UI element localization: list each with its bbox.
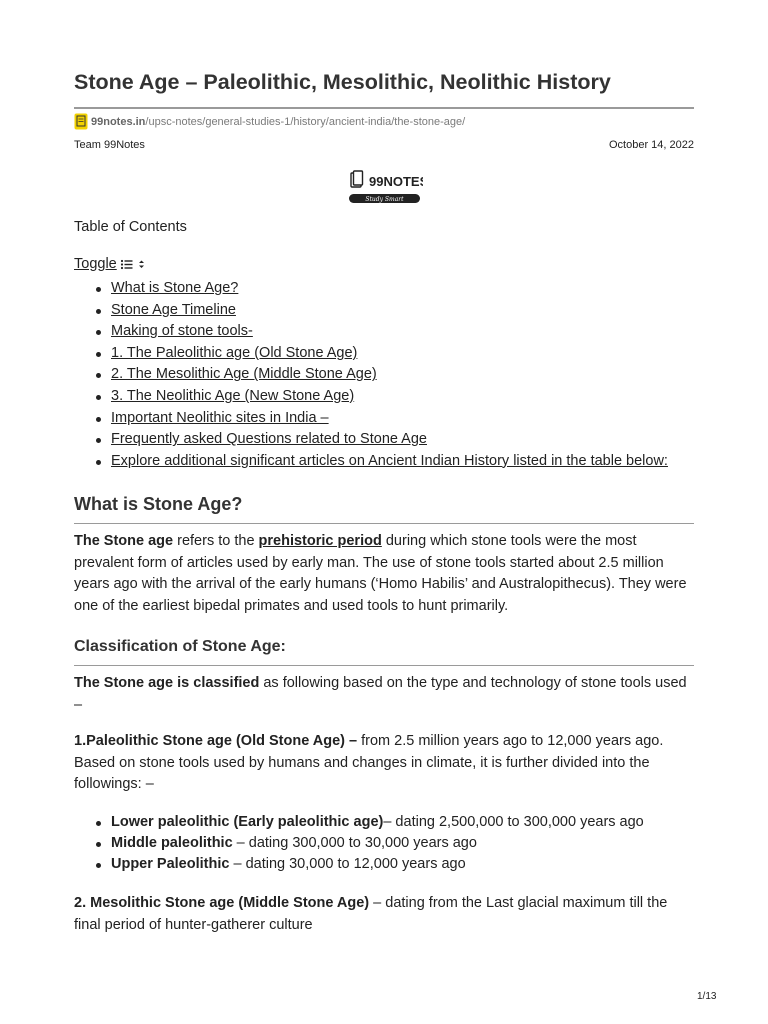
publish-date: October 14, 2022 bbox=[608, 139, 694, 151]
list-item: Upper Paleolithic – dating 30,000 to 12,000 years ago bbox=[74, 854, 644, 875]
page-title: Stone Age – Paleolithic, Mesolithic, Neolithic History bbox=[74, 70, 611, 94]
toc-link[interactable]: 1. The Paleolithic age (Old Stone Age) bbox=[111, 344, 358, 361]
source-domain[interactable]: 99notes.in bbox=[91, 115, 146, 128]
toc-item[interactable] bbox=[74, 386, 668, 408]
page-number: 1/13 bbox=[697, 991, 717, 1002]
notebook-icon bbox=[351, 171, 363, 187]
toc-toggle-label[interactable]: Toggle bbox=[74, 256, 117, 272]
list-item: Lower paleolithic (Early paleolithic age)– dating 2,500,000 to 300,000 years ago bbox=[74, 812, 644, 833]
toc-item[interactable] bbox=[74, 300, 668, 322]
toc-item[interactable] bbox=[74, 278, 668, 300]
toc-link[interactable]: Making of stone tools- bbox=[111, 323, 253, 340]
section-heading-what-is-stone-age: What is Stone Age? bbox=[74, 494, 243, 514]
list-toggle-icon[interactable] bbox=[119, 258, 147, 270]
prehistoric-period-link[interactable]: prehistoric period bbox=[258, 533, 382, 549]
logo-tagline: Study Smart bbox=[365, 196, 404, 204]
logo-wordmark: 99NOTES bbox=[369, 174, 423, 189]
toc-item[interactable] bbox=[74, 321, 668, 343]
intro-paragraph: The Stone age refers to the prehistoric period during which stone tools were the most prevalent form of articles used by early man. The use of stone tools started about 2.5 million years ago with the arrival of the early humans (‘Homo Habilis’ and Australopithecus). They were one of the earliest bipedal primates and used tools to hunt primarily. bbox=[74, 533, 687, 614]
toc-link[interactable]: Explore additional significant articles on Ancient Indian History listed in the table below: bbox=[111, 452, 668, 469]
toc-link[interactable]: What is Stone Age? bbox=[111, 280, 239, 296]
toc-item[interactable] bbox=[74, 343, 668, 365]
toc-item[interactable] bbox=[74, 451, 668, 473]
paleolithic-paragraph: 1.Paleolithic Stone age (Old Stone Age) – from 2.5 million years ago to 12,000 years ago. Based on stone tools used by humans and changes in climate, it is further divided into the followings: – bbox=[74, 733, 664, 793]
section-divider bbox=[74, 665, 694, 666]
toc-item[interactable] bbox=[74, 364, 668, 386]
toc-item[interactable] bbox=[74, 408, 668, 430]
classification-paragraph: The Stone age is classified as following based on the type and technology of stone tools used – bbox=[74, 675, 687, 713]
section-divider bbox=[74, 523, 694, 524]
paleolithic-subdivisions bbox=[74, 812, 644, 876]
author: Team 99Notes bbox=[74, 139, 145, 151]
source-url[interactable] bbox=[74, 113, 465, 130]
source-path[interactable]: /upsc-notes/general-studies-1/history/ancient-india/the-stone-age/ bbox=[145, 115, 466, 128]
toc-link[interactable]: 3. The Neolithic Age (New Stone Age) bbox=[111, 387, 355, 404]
toc-link[interactable]: 2. The Mesolithic Age (Middle Stone Age) bbox=[111, 366, 377, 383]
article-meta bbox=[74, 139, 694, 151]
toc-link[interactable]: Stone Age Timeline bbox=[111, 301, 236, 318]
toc-link[interactable]: Important Neolithic sites in India – bbox=[111, 409, 329, 426]
toc-list bbox=[74, 278, 668, 472]
document-icon bbox=[74, 113, 88, 130]
site-logo bbox=[347, 168, 423, 206]
toc-toggle[interactable] bbox=[74, 256, 147, 272]
mesolithic-paragraph: 2. Mesolithic Stone age (Middle Stone Age) – dating from the Last glacial maximum till the final period of hunter-gatherer culture bbox=[74, 895, 668, 933]
list-item: Middle paleolithic – dating 300,000 to 30,000 years ago bbox=[74, 833, 644, 854]
toc-link[interactable]: Frequently asked Questions related to Stone Age bbox=[111, 431, 427, 448]
title-divider bbox=[74, 107, 694, 109]
toc-item[interactable] bbox=[74, 429, 668, 451]
term-stone-age: The Stone age bbox=[74, 533, 174, 549]
section-heading-classification: Classification of Stone Age: bbox=[74, 638, 286, 655]
toc-title: Table of Contents bbox=[74, 219, 187, 235]
